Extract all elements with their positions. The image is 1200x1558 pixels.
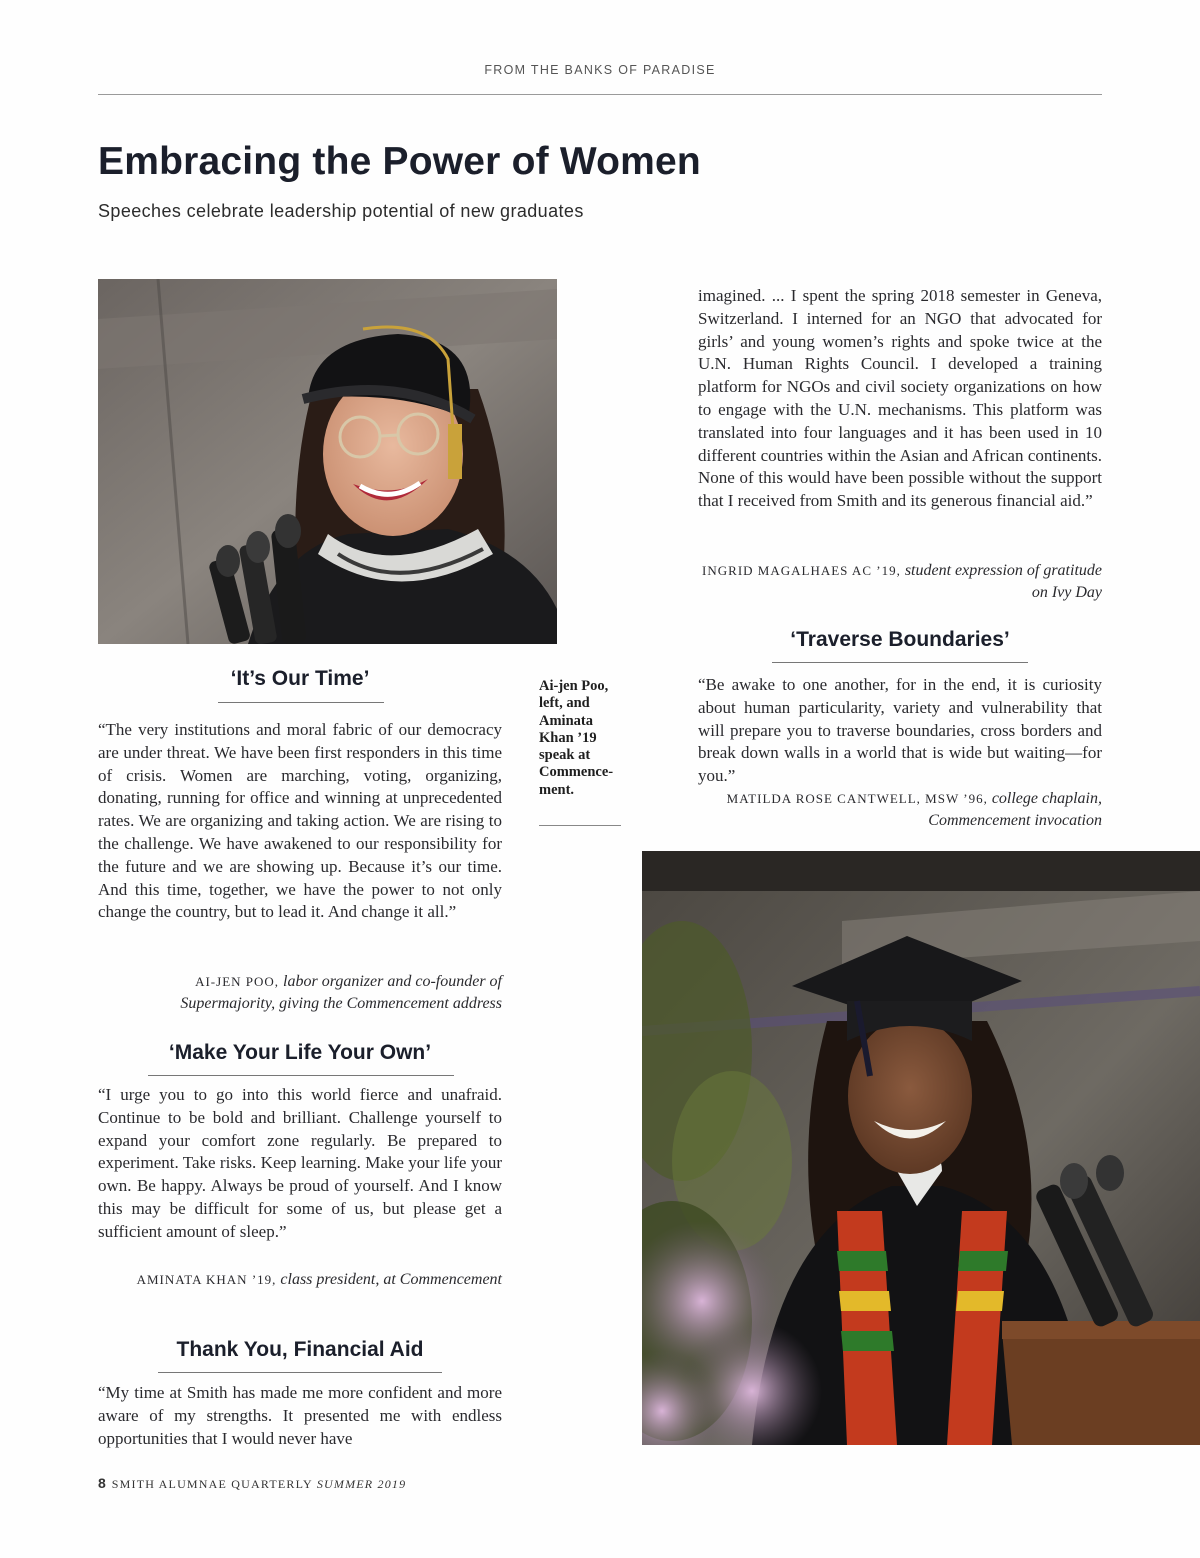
article-title: Embracing the Power of Women bbox=[98, 140, 701, 183]
attribution-financial-aid bbox=[698, 560, 1102, 604]
attribution-our-time bbox=[98, 971, 502, 1015]
section-rule-financial-aid bbox=[158, 1372, 442, 1373]
page-footer bbox=[98, 1475, 406, 1492]
attribution-role: student expression of gratitude on Ivy Day bbox=[904, 562, 1102, 601]
attribution-name: AMINATA KHAN ’19, bbox=[136, 1272, 277, 1287]
quote-financial-aid-continued: imagined. ... I spent the spring 2018 semester in Geneva, Switzerland. I interned for an NGO that advocated for girls’ and young women’s rights and spoke twice at the U.N. Human Rights Council. I developed a training platform for NGOs and civil society organizations on how to engage with the U.N. mechanisms. This platform was translated into four languages and it has been used in 10 different countries within the Asian and African continents. None of this would have been possible without the support that I received from Smith and its generous financial aid.” bbox=[698, 286, 1102, 511]
section-heading-life-own: ‘Make Your Life Your Own’ bbox=[168, 1041, 432, 1064]
attribution-name: MATILDA ROSE CANTWELL, MSW ’96, bbox=[726, 791, 988, 806]
running-head: FROM THE BANKS OF PARADISE bbox=[484, 63, 716, 77]
article-subtitle: Speeches celebrate leadership potential of new graduates bbox=[98, 201, 584, 221]
attribution-role: class president, at Commencement bbox=[280, 1271, 502, 1288]
photo-ai-jen-poo bbox=[98, 279, 557, 644]
attribution-role: college chaplain, Commencement invocation bbox=[928, 790, 1102, 829]
caption-rule bbox=[539, 825, 621, 826]
section-rule-boundaries bbox=[772, 662, 1028, 663]
attribution-name: AI-JEN POO, bbox=[195, 974, 280, 989]
quote-our-time: “The very institutions and moral fabric of our democracy are under threat. We have been first responders in this time of crisis. Women are marching, voting, organizing, donating, running for office and winning at unprecedented rates. We are organizing and taking action. We are rising to the challenge. We have awakened to our responsibility for the future and we are showing up. Because it’s our time. And this time, together, we have the power to not only change the country, but to lead it. And change it all.” bbox=[98, 720, 502, 922]
publication-name: SMITH ALUMNAE QUARTERLY bbox=[111, 1477, 313, 1491]
quote-boundaries: “Be awake to one another, for in the end, it is curiosity about human particularity, variety and vulnerability that will prepare you to traverse boundaries, cross borders and break down walls in a world that is wide but waiting—for you.” bbox=[698, 675, 1102, 786]
section-heading-financial-aid: Thank You, Financial Aid bbox=[176, 1338, 424, 1361]
section-heading-our-time: ‘It’s Our Time’ bbox=[230, 667, 370, 690]
attribution-name: INGRID MAGALHAES AC ’19, bbox=[702, 563, 901, 578]
quote-financial-aid-start: “My time at Smith has made me more confident and more aware of my strengths. It presented me with endless opportunities that I would never have bbox=[98, 1383, 502, 1448]
quote-life-own: “I urge you to go into this world fierce and unafraid. Continue to be bold and brilliant. Challenge yourself to expand your comfort zone regularly. Be prepared to experiment. Take risks. Keep learning. Make your life your own. Be happy. Always be proud of yourself. And I know this may be difficult for some of us, but please get a sufficient amount of sleep.” bbox=[98, 1085, 502, 1241]
attribution-life-own bbox=[98, 1269, 502, 1291]
attribution-role: labor organizer and co-founder of Supermajority, giving the Commencement address bbox=[180, 973, 502, 1012]
photo-caption: Ai-jen Poo, left, and Aminata Khan ’19 speak at Commence-ment. bbox=[539, 678, 614, 798]
section-rule-life-own bbox=[148, 1075, 454, 1076]
section-heading-boundaries: ‘Traverse Boundaries’ bbox=[790, 628, 1010, 651]
section-rule-our-time bbox=[218, 702, 384, 703]
attribution-boundaries bbox=[698, 788, 1102, 832]
photo-aminata-khan bbox=[642, 851, 1200, 1445]
header-rule bbox=[98, 94, 1102, 95]
issue-date: SUMMER 2019 bbox=[316, 1477, 407, 1491]
page-number: 8 bbox=[98, 1475, 106, 1491]
